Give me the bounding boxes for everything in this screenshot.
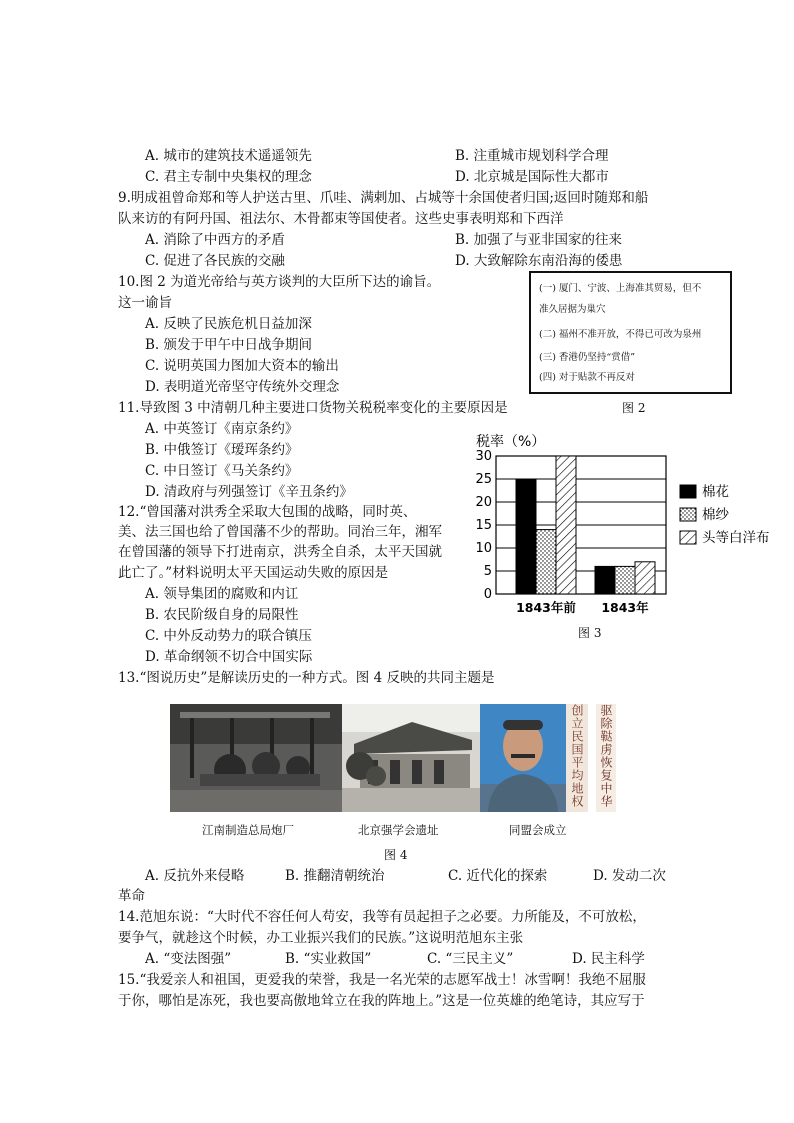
chart-ytick-label: 25 bbox=[475, 472, 492, 487]
q15-line1: 15.“我爱亲人和祖国，更爱我的荣誉，我是一名光荣的志愿军战士！冰雪啊！我绝不屈服 bbox=[118, 972, 646, 988]
prev-option-d: D. 北京城是国际性大都市 bbox=[455, 169, 609, 185]
photo-jiangnan-arsenal bbox=[170, 704, 342, 812]
q15-line2: 于你，哪怕是冻死，我也要高傲地耸立在我的阵地上。”这是一位英雄的绝笔诗，其应写于 bbox=[118, 993, 645, 1009]
q11-option-d: D. 清政府与列强签订《辛丑条约》 bbox=[145, 484, 353, 500]
figure-3-caption: 图 3 bbox=[578, 626, 602, 640]
q12-option-a: A. 领导集团的腐败和内讧 bbox=[145, 586, 299, 602]
q11-option-a: A. 中英签订《南京条约》 bbox=[145, 421, 299, 437]
prev-option-b: B. 注重城市规划科学合理 bbox=[455, 148, 609, 164]
q12-option-b: B. 农民阶级自身的局限性 bbox=[145, 607, 299, 623]
q10-option-a: A. 反映了民族危机日益加深 bbox=[145, 316, 312, 332]
chart-ytick-label: 5 bbox=[483, 564, 492, 579]
q11-option-c: C. 中日签订《马关条约》 bbox=[145, 463, 299, 479]
q14-option-d: D. 民主科学 bbox=[572, 951, 645, 967]
chart-ytick-label: 10 bbox=[475, 541, 492, 556]
figure-4-caption: 图 4 bbox=[384, 848, 408, 862]
q10-option-c: C. 说明英国力图加大资本的输出 bbox=[145, 358, 339, 374]
chart-bar bbox=[595, 566, 615, 594]
photo2-caption: 北京强学会遗址 bbox=[358, 823, 439, 837]
q13-option-a: A. 反抗外来侵略 bbox=[145, 868, 245, 884]
chart-category-label: 1843年前 bbox=[516, 600, 576, 615]
q14-option-c: C. “三民主义” bbox=[427, 951, 514, 967]
q13-stem: 13.“图说历史”是解读历史的一种方式。图 4 反映的共同主题是 bbox=[118, 670, 495, 686]
fig2-line5: (四) 对于贴款不再反对 bbox=[539, 372, 635, 383]
q11-option-b: B. 中俄签订《瑷珲条约》 bbox=[145, 442, 299, 458]
fig2-line1: (一) 厦门、宁波、上海准其贸易，但不 bbox=[539, 283, 702, 294]
calligraphy-panel-left bbox=[566, 704, 588, 812]
q10-option-b: B. 颁发于甲午中日战争期间 bbox=[145, 337, 313, 353]
photo-sun-yat-sen-portrait bbox=[480, 704, 566, 812]
q12-line2: 美、法三国也给了曾国藩不少的帮助。同治三年，湘军 bbox=[118, 524, 442, 540]
chart-bar bbox=[556, 456, 576, 594]
chart-legend-label: 棉纱 bbox=[702, 507, 729, 523]
figure-2-edict-box bbox=[529, 271, 732, 394]
prev-option-c: C. 君主专制中央集权的理念 bbox=[145, 169, 312, 185]
q9-option-a: A. 消除了中西方的矛盾 bbox=[145, 232, 285, 248]
q13-option-c: C. 近代化的探索 bbox=[448, 868, 548, 884]
calligraphy-text-right: 驱除鞑虏恢复中华 bbox=[599, 704, 613, 808]
q11-stem: 11.导致图 3 中清朝几种主要进口货物关税税率变化的主要原因是 bbox=[118, 400, 508, 416]
chart-title: 税率（%） bbox=[476, 434, 546, 450]
chart-legend-swatch bbox=[680, 508, 696, 521]
q14-option-a: A. “变法图强” bbox=[145, 951, 232, 967]
calligraphy-text-left: 创立民国平均地权 bbox=[570, 704, 584, 808]
fig2-line2: 准久居据为巢穴 bbox=[539, 304, 606, 315]
fig2-line3: (二) 福州不准开放，不得已可改为泉州 bbox=[539, 329, 702, 340]
q14-option-b: B. “实业救国” bbox=[285, 951, 372, 967]
chart-bar bbox=[516, 479, 536, 594]
figure-2-caption: 图 2 bbox=[622, 401, 646, 415]
q13-option-b: B. 推翻清朝统治 bbox=[285, 868, 385, 884]
q9-stem-line2: 队来访的有阿丹国、祖法尔、木骨都束等国使者。这些史事表明郑和下西洋 bbox=[118, 211, 564, 227]
q14-line1: 14.范旭东说：“大时代不容任何人苟安，我等有员起担子之必要。力所能及，不可放松， bbox=[118, 909, 646, 925]
figure-3-tax-rate-chart bbox=[470, 428, 790, 643]
q9-option-b: B. 加强了与亚非国家的往来 bbox=[455, 232, 623, 248]
fig2-line4: (三) 香港仍坚持“赏借” bbox=[539, 352, 636, 363]
q12-line4: 此亡了。”材料说明太平天国运动失败的原因是 bbox=[118, 565, 389, 581]
calligraphy-panel-right bbox=[596, 704, 616, 812]
chart-ytick-label: 15 bbox=[475, 518, 492, 533]
q9-stem-line1: 9.明成祖曾命郑和等人护送古里、爪哇、满剌加、占城等十余国使者归国;返回时随郑和船 bbox=[118, 190, 649, 206]
chart-legend-label: 头等白洋布 bbox=[702, 530, 770, 546]
q13-option-d-wrap: 革命 bbox=[118, 888, 145, 904]
prev-option-a: A. 城市的建筑技术遥遥领先 bbox=[145, 148, 312, 164]
chart-legend-label: 棉花 bbox=[702, 484, 729, 500]
q12-line1: 12.“曾国藩对洪秀全采取大包围的战略，同时英、 bbox=[118, 504, 417, 520]
photo1-caption: 江南制造总局炮厂 bbox=[202, 823, 294, 837]
q12-option-d: D. 革命纲领不切合中国实际 bbox=[145, 649, 313, 665]
photo3-caption: 同盟会成立 bbox=[509, 823, 567, 837]
chart-legend-swatch bbox=[680, 531, 696, 544]
photo-beijing-qiangxuehui bbox=[342, 704, 480, 812]
chart-ytick-label: 0 bbox=[483, 587, 492, 602]
q10-stem-line1: 10.图 2 为道光帝给与英方谈判的大臣所下达的谕旨。 bbox=[118, 274, 441, 290]
q12-option-c: C. 中外反动势力的联合镇压 bbox=[145, 628, 312, 644]
chart-ytick-label: 20 bbox=[475, 495, 492, 510]
chart-legend-swatch bbox=[680, 485, 696, 498]
q12-line3: 在曾国藩的领导下打进南京，洪秀全自杀，太平天国就 bbox=[118, 544, 442, 560]
q9-option-c: C. 促进了各民族的交融 bbox=[145, 253, 285, 269]
q9-option-d: D. 大致解除东南沿海的倭患 bbox=[455, 253, 623, 269]
q10-stem-line2: 这一谕旨 bbox=[118, 295, 172, 311]
chart-bar bbox=[536, 530, 556, 594]
chart-bar bbox=[615, 566, 635, 594]
q10-option-d: D. 表明道光帝坚守传统外交理念 bbox=[145, 379, 340, 395]
q13-option-d: D. 发动二次 bbox=[593, 868, 666, 884]
q14-line2: 要争气，就趁这个时候，办工业振兴我们的民族。”这说明范旭东主张 bbox=[118, 930, 524, 946]
chart-bar bbox=[635, 562, 655, 594]
chart-ytick-label: 30 bbox=[475, 449, 492, 464]
chart-category-label: 1843年 bbox=[601, 600, 649, 615]
